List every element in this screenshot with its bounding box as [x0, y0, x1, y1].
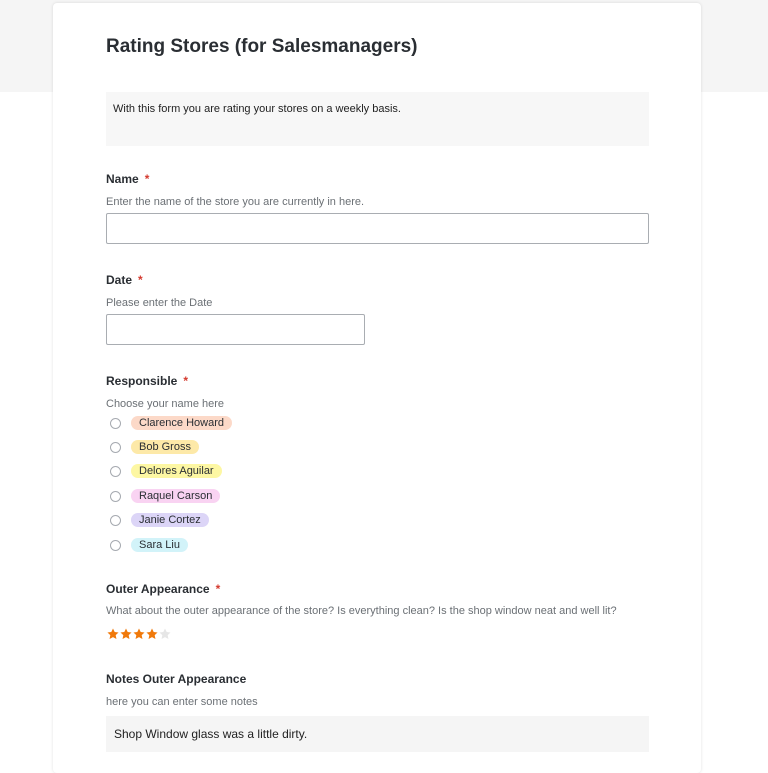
date-label: [106, 273, 143, 287]
option-chip[interactable]: Delores Aguilar: [131, 464, 222, 478]
responsible-hint: Choose your name here: [106, 398, 225, 410]
radio-icon[interactable]: [110, 466, 121, 477]
required-marker: *: [215, 582, 221, 596]
option-chip[interactable]: Raquel Carson: [131, 489, 220, 503]
outer-appearance-hint: What about the outer appearance of the store? Is everything clean? Is the shop window neat and well lit?: [106, 605, 617, 617]
form-title: Rating Stores (for Salesmanagers): [106, 36, 418, 57]
option-chip[interactable]: Sara Liu: [131, 538, 188, 552]
radio-icon[interactable]: [110, 418, 121, 429]
responsible-label-text: Responsible: [106, 374, 178, 388]
notes-outer-appearance-label: [106, 672, 246, 686]
notes-outer-appearance-hint: here you can enter some notes: [106, 696, 258, 708]
option-chip[interactable]: Bob Gross: [131, 440, 199, 454]
radio-option[interactable]: [110, 414, 232, 432]
option-chip[interactable]: Janie Cortez: [131, 513, 209, 527]
outer-appearance-label: [106, 582, 220, 596]
radio-icon[interactable]: [110, 515, 121, 526]
name-hint: Enter the name of the store you are currently in here.: [106, 196, 365, 208]
form-card: [53, 3, 701, 773]
radio-icon[interactable]: [110, 442, 121, 453]
star-icon[interactable]: [106, 627, 120, 641]
date-input[interactable]: [106, 314, 365, 345]
name-label-text: Name: [106, 172, 139, 186]
star-icon[interactable]: [119, 627, 133, 641]
radio-option[interactable]: [110, 462, 222, 480]
star-icon[interactable]: [132, 627, 146, 641]
responsible-label: [106, 374, 188, 388]
star-rating[interactable]: [106, 627, 171, 641]
outer-appearance-label-text: Outer Appearance: [106, 582, 210, 596]
option-chip[interactable]: Clarence Howard: [131, 416, 232, 430]
required-marker: *: [138, 273, 143, 287]
radio-icon[interactable]: [110, 491, 121, 502]
notes-outer-appearance-label-text: Notes Outer Appearance: [106, 672, 247, 686]
notes-textarea[interactable]: Shop Window glass was a little dirty.: [106, 716, 649, 752]
date-label-text: Date: [106, 273, 133, 287]
star-icon[interactable]: [145, 627, 159, 641]
required-marker: *: [144, 172, 150, 186]
required-marker: *: [183, 374, 189, 388]
form-description: With this form you are rating your stores on a weekly basis.: [106, 92, 649, 146]
name-input[interactable]: [106, 213, 649, 244]
radio-icon[interactable]: [110, 540, 121, 551]
date-hint: Please enter the Date: [106, 297, 213, 309]
star-icon[interactable]: [158, 627, 172, 641]
radio-option[interactable]: [110, 511, 209, 529]
radio-option[interactable]: [110, 536, 188, 554]
name-label: [106, 172, 149, 186]
radio-option[interactable]: [110, 438, 199, 456]
radio-option[interactable]: [110, 487, 220, 505]
